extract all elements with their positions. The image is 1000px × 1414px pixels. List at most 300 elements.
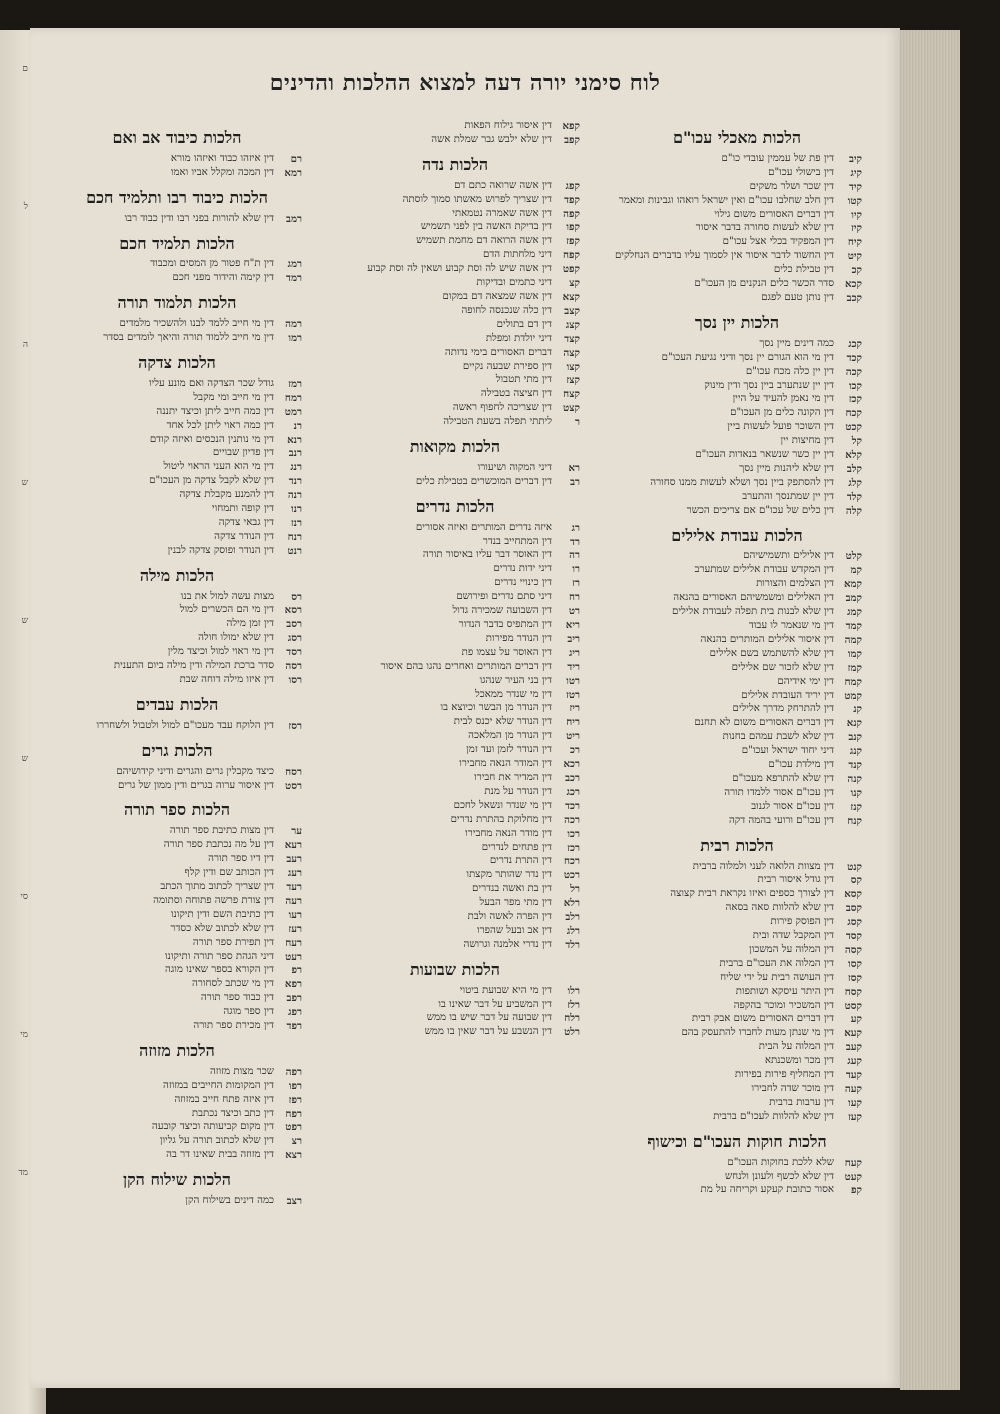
- list-item: [330, 800, 580, 813]
- siman-description: דין כתיבת השם ודין תיקונו: [170, 908, 274, 920]
- siman-number: קמ: [850, 564, 862, 577]
- siman-number: קלב: [846, 462, 862, 475]
- siman-description: דין חלב שחלבו עכו"ם ואין ישראל רואהו וגבינות ומאמר: [618, 194, 834, 206]
- siman-number: רנב: [288, 447, 302, 460]
- list-item: [52, 272, 302, 285]
- section: [52, 1040, 302, 1162]
- list-item: [330, 180, 580, 193]
- siman-description: דין כמה חייב ליתן וכיצד יתננה: [156, 405, 274, 417]
- siman-number: רלז: [567, 998, 580, 1011]
- list-item: [52, 489, 302, 502]
- siman-description: דין מצוות הלואה לעני ולמלוה ברבית: [692, 860, 834, 872]
- siman-number: קצה: [563, 346, 580, 359]
- siman-number: רכב: [565, 771, 580, 784]
- list-item: [612, 1157, 862, 1170]
- siman-description: דין המלוה את העכו"ם ברבית: [719, 957, 834, 969]
- siman-description: דין מי חייב ללמוד תורה והיאך לומדים בסדר: [103, 332, 274, 344]
- section: [52, 694, 302, 733]
- siman-number: קע: [850, 1013, 862, 1026]
- siman-number: רט: [568, 605, 580, 618]
- list-item: [612, 902, 862, 915]
- siman-description: דין מי חייב ללמד לבנו ולהשכיר מלמדים: [119, 318, 274, 330]
- siman-description: דין שלא להורות בפני רבו ודין כבוד רבו: [124, 212, 274, 224]
- siman-description: דין מי שנאמר לו עבוד: [748, 620, 834, 631]
- list-item: [52, 1108, 302, 1121]
- siman-description: דין אשה הרואה דם מחמת תשמיש: [416, 235, 552, 247]
- list-item: [52, 937, 302, 950]
- siman-number: רפא: [284, 978, 302, 991]
- siman-description: דין יין כלה מכח עכו"ם: [745, 365, 834, 377]
- siman-description: דיני מלחתות הדם: [482, 249, 552, 261]
- siman-number: ר: [574, 416, 580, 429]
- siman-description: דין שלא להתרפא מעכו"ם: [732, 772, 834, 784]
- siman-number: קפ: [851, 1184, 862, 1197]
- siman-number: קסח: [844, 985, 862, 998]
- list-item: [612, 773, 862, 786]
- siman-description: דין מוכר שדה לחבירו: [751, 1083, 834, 1094]
- list-item: [330, 416, 580, 429]
- margin-mark: ה: [22, 340, 28, 350]
- list-item: [330, 855, 580, 868]
- siman-number: קמו: [847, 647, 862, 660]
- list-item: [52, 434, 302, 447]
- siman-number: רח: [568, 591, 580, 604]
- siman-description: דין אב ובעל שהפרו: [477, 924, 552, 936]
- siman-description: כמה דינים בשילוח הקן: [185, 1195, 274, 1207]
- siman-description: שלא ללכת בחוקות העכו"ם: [727, 1156, 834, 1168]
- section-title: הלכות תלמוד תורה: [117, 293, 237, 313]
- list-item: [52, 406, 302, 419]
- siman-number: קמב: [845, 592, 862, 605]
- siman-description: דין קימה והידור מפני חכם: [172, 272, 274, 284]
- siman-description: דין הקונה כלים מן העכו"ם: [730, 407, 834, 419]
- list-item: [612, 801, 862, 814]
- list-item: [612, 1184, 862, 1197]
- column-right: [612, 120, 862, 1198]
- list-item: [330, 291, 580, 304]
- siman-number: קצח: [563, 388, 580, 401]
- section-title: הלכות עבודת אלילים: [671, 525, 803, 545]
- list-item: [52, 839, 302, 852]
- list-item: [52, 604, 302, 617]
- list-item: [330, 577, 580, 590]
- siman-description: דין היתר עיסקא ושותפות: [735, 985, 834, 997]
- list-item: [612, 620, 862, 633]
- siman-description: דין זמן מילה: [226, 618, 274, 630]
- list-item: [52, 867, 302, 880]
- siman-number: רלא: [563, 897, 580, 910]
- siman-description: דין ספר מוגה: [223, 1006, 274, 1018]
- list-item: [612, 209, 862, 222]
- siman-number: רפה: [285, 1065, 302, 1078]
- section: [330, 496, 580, 952]
- siman-number: קעג: [847, 1055, 862, 1068]
- siman-number: קפא: [562, 120, 580, 132]
- siman-number: קמג: [847, 606, 862, 619]
- section-title: הלכות צדקה: [138, 352, 216, 372]
- siman-number: רסד: [286, 646, 302, 659]
- list-item: [612, 759, 862, 772]
- siman-number: ריז: [569, 702, 580, 715]
- siman-number: רסג: [287, 632, 302, 645]
- list-item: [52, 258, 302, 271]
- siman-description: דין דברים המותרים ואחרים נהגו בהם איסור: [380, 660, 552, 672]
- list-item: [330, 563, 580, 576]
- section: [52, 565, 302, 687]
- list-item: [612, 592, 862, 605]
- siman-number: קיו: [851, 208, 862, 221]
- siman-description: דיני סתם נדרים ופירושם: [456, 591, 552, 603]
- list-item: [612, 550, 862, 563]
- list-item: [52, 318, 302, 331]
- siman-description: דין מחיצות יין: [780, 435, 834, 447]
- siman-description: דין אשה שיש לה וסת קבוע ושאין לה וסת קבוע: [367, 263, 552, 275]
- section: [52, 800, 302, 1033]
- siman-number: רלו: [567, 984, 580, 997]
- section-title: הלכות תלמיד חכם: [119, 233, 235, 253]
- siman-description: דין אשה שמצאה דם במקום: [442, 290, 552, 302]
- siman-description: דין אשה שאמרה נטמאתי: [452, 207, 552, 219]
- siman-description: דין מקום קביעותה וכיצד קובעה: [151, 1121, 274, 1133]
- list-item: [52, 766, 302, 779]
- section-title: הלכות עבדים: [135, 694, 219, 714]
- siman-number: קנב: [848, 731, 862, 744]
- section-title: הלכות מילה: [139, 565, 215, 585]
- list-item: [330, 249, 580, 262]
- siman-description: כמה דינים מיין נסך: [759, 337, 834, 349]
- siman-number: ריח: [566, 716, 580, 729]
- siman-description: דין שצריך לפרוש מאשתו סמוך לוסתה: [402, 193, 552, 205]
- siman-description: דין כינויי נדרים: [494, 577, 552, 589]
- siman-number: קצא: [562, 290, 580, 303]
- margin-mark: סי: [20, 892, 28, 902]
- siman-description: דיני כתמים ובדיקות: [476, 277, 552, 289]
- list-item: [612, 407, 862, 420]
- siman-description: דיני יחוד ישראל ועכו"ם: [741, 745, 834, 757]
- list-item: [612, 421, 862, 434]
- siman-description: דין המפקיד בכלי אצל עכו"ם: [722, 236, 834, 248]
- margin-mark: מי: [20, 1030, 28, 1040]
- list-item: [612, 167, 862, 180]
- siman-number: רלט: [564, 1026, 580, 1039]
- siman-description: דין שלא לבנות בית תפלה לעבודת אלילים: [672, 606, 834, 618]
- list-item: [52, 531, 302, 544]
- siman-number: רמא: [284, 166, 302, 179]
- siman-description: דין מי שנדר ממאכל: [475, 688, 552, 700]
- margin-mark: ם: [22, 64, 28, 74]
- siman-number: רצב: [286, 1195, 302, 1208]
- siman-number: רפח: [285, 1107, 302, 1120]
- list-item: [330, 661, 580, 674]
- list-item: [612, 815, 862, 828]
- list-item: [330, 925, 580, 938]
- siman-number: קיב: [848, 152, 862, 165]
- siman-description: דין יין כשר שנשאר בנאדות העכו"ם: [695, 449, 834, 461]
- list-item: [52, 674, 302, 687]
- list-item: [612, 1111, 862, 1124]
- siman-description: דין בת ואשה בנדרים: [472, 883, 552, 895]
- section-title: הלכות רבית: [700, 835, 774, 855]
- siman-description: דין כתב וכיצד נכתבת: [191, 1107, 274, 1119]
- siman-number: קצב: [564, 304, 580, 317]
- column-left: [52, 120, 302, 1209]
- siman-number: קיג: [850, 166, 862, 179]
- siman-number: קעה: [844, 1083, 862, 1095]
- siman-description: דין שלא לזכור שם אלילים: [731, 661, 834, 673]
- list-item: [612, 491, 862, 504]
- margin-mark: ש: [21, 478, 28, 488]
- siman-number: רכו: [567, 827, 580, 840]
- siman-description: דין כלה שנכנסה לחופה: [461, 304, 552, 316]
- siman-description: דין כלים של עכו"ם אם צריכים הכשר: [686, 504, 834, 516]
- margin-mark: ש: [21, 616, 28, 626]
- list-item: [330, 388, 580, 401]
- siman-number: רכג: [566, 785, 580, 798]
- siman-number: קכו: [848, 379, 862, 392]
- list-item: [612, 1000, 862, 1013]
- siman-number: רסט: [285, 779, 302, 792]
- siman-number: קלא: [845, 449, 862, 462]
- section: [330, 120, 580, 147]
- list-item: [330, 522, 580, 535]
- list-item: [612, 1041, 862, 1054]
- list-item: [52, 591, 302, 604]
- siman-number: קלט: [845, 550, 862, 563]
- list-item: [52, 825, 302, 838]
- section: [330, 437, 580, 489]
- siman-description: דין פתחים לנדרים: [481, 841, 552, 853]
- siman-number: רכט: [563, 869, 580, 882]
- siman-number: רסז: [288, 719, 302, 732]
- siman-description: דין להסתפק ביין נסך ושלא לעשות ממנו סחורה: [650, 476, 834, 488]
- siman-description: דין עכו"ם ורועי בהמה דקה: [728, 814, 834, 826]
- siman-number: קסז: [847, 971, 862, 984]
- siman-description: סדר ברכת המילה ודין מילה ביום התענית: [113, 660, 274, 672]
- siman-number: קסו: [848, 957, 862, 970]
- siman-number: רלג: [566, 924, 580, 937]
- siman-description: דין הפרה לאשה ולבת: [467, 911, 552, 923]
- siman-number: קפו: [566, 221, 580, 234]
- siman-description: דין המקומות החייבים במזוזה: [163, 1079, 274, 1091]
- list-item: [52, 895, 302, 908]
- siman-number: רלח: [564, 1012, 580, 1025]
- section-title: הלכות ספר תורה: [123, 800, 231, 820]
- section-title: הלכות מקואות: [409, 437, 501, 457]
- siman-number: קמד: [845, 620, 862, 632]
- siman-number: קנה: [847, 772, 862, 785]
- section-title: הלכות גרים: [141, 740, 213, 760]
- list-item: [612, 449, 862, 462]
- siman-number: רעג: [287, 867, 302, 880]
- siman-number: קמט: [844, 689, 862, 702]
- siman-description: דין מתי מפר הבעל: [479, 897, 552, 909]
- siman-number: רטו: [566, 674, 580, 687]
- list-item: [330, 536, 580, 549]
- siman-number: קצו: [566, 360, 580, 373]
- siman-description: דין השבועה שמכירה גדול: [452, 605, 552, 617]
- siman-number: רפב: [286, 992, 302, 1005]
- siman-number: רטז: [566, 688, 580, 701]
- siman-description: דין מצות כתיבת ספר תורה: [169, 825, 274, 837]
- siman-number: רו: [572, 563, 580, 576]
- list-item: [52, 545, 302, 558]
- list-item: [52, 1149, 302, 1162]
- siman-number: קנו: [850, 786, 862, 799]
- siman-description: דין שלא לכתוב שלא כסדר: [170, 922, 274, 934]
- siman-description: דין ערבות ברבית: [769, 1096, 834, 1108]
- siman-number: רעו: [288, 908, 302, 921]
- siman-description: סדר הכשר כלים הנקנים מן העכו"ם: [694, 278, 834, 290]
- siman-number: רנד: [288, 475, 302, 488]
- siman-number: רפ: [291, 964, 302, 977]
- list-item: [612, 606, 862, 619]
- siman-number: רלב: [565, 911, 580, 924]
- list-item: [330, 689, 580, 702]
- siman-number: ער: [291, 825, 302, 838]
- siman-number: קנא: [846, 717, 862, 730]
- list-item: [612, 352, 862, 365]
- list-item: [330, 361, 580, 374]
- siman-description: דין הקורא בספר שאינו מוגה: [165, 964, 274, 976]
- list-item: [612, 236, 862, 249]
- list-item: [330, 828, 580, 841]
- list-item: [52, 167, 302, 180]
- list-item: [612, 690, 862, 703]
- siman-description: דין המתפיס בדבר הנדור: [458, 619, 552, 630]
- siman-number: רכא: [563, 758, 580, 771]
- siman-number: רג: [571, 521, 580, 534]
- siman-description: דין מי הוא העני הראוי ליטול: [163, 461, 274, 473]
- siman-number: קעח: [844, 1156, 862, 1169]
- list-item: [612, 435, 862, 448]
- siman-number: רסב: [286, 618, 302, 631]
- siman-number: רז: [572, 577, 580, 590]
- siman-number: קנג: [849, 745, 862, 758]
- siman-description: דין מזוזה בבית שאינו דר בה: [166, 1149, 274, 1161]
- list-item: [52, 632, 302, 645]
- siman-description: דברים האסורים בימי נדותה: [444, 346, 552, 358]
- siman-description: דין דם בתולים: [496, 318, 552, 330]
- siman-number: ריד: [567, 660, 580, 673]
- section-title: הלכות יין נסך: [694, 312, 780, 332]
- siman-description: דין גודל איסור רבית: [757, 874, 834, 886]
- siman-description: דין התרת נדרים: [489, 855, 552, 867]
- list-item: [612, 1013, 862, 1026]
- siman-number: רנז: [290, 516, 302, 529]
- siman-description: דין אלילים ותשמישיהם: [743, 550, 834, 562]
- list-item: [612, 944, 862, 957]
- list-item: [52, 1020, 302, 1033]
- siman-number: ריט: [566, 730, 580, 743]
- siman-number: רפט: [285, 1121, 302, 1134]
- list-item: [612, 787, 862, 800]
- siman-number: קסה: [844, 943, 862, 956]
- list-item: [612, 1055, 862, 1068]
- siman-description: דין כבוד ספר תורה: [200, 992, 274, 1004]
- siman-number: קצד: [564, 332, 580, 345]
- siman-number: קפג: [565, 179, 580, 192]
- list-item: [612, 1083, 862, 1096]
- margin-mark: ש: [21, 754, 28, 764]
- siman-description: דין איזה פתח חייב במזוזה: [174, 1093, 274, 1105]
- list-item: [52, 420, 302, 433]
- siman-description: דין מי הוא הגורם יין נסך ודיני נגיעת העכו"ם: [661, 351, 834, 363]
- siman-description: ליתתי תפלה בשעת הטבילה: [443, 416, 552, 428]
- siman-description: דין שלא ימולו חולה: [198, 632, 274, 644]
- siman-number: קפט: [562, 263, 580, 276]
- siman-description: דין צורת פרשה פתוחה וסתומה: [153, 894, 274, 906]
- siman-number: קלג: [848, 476, 862, 489]
- list-item: [612, 972, 862, 985]
- siman-number: קס: [850, 874, 862, 887]
- list-item: [612, 1069, 862, 1082]
- siman-description: דין לצורך כספים ואיזו נקראת רבית קצוצה: [670, 888, 834, 900]
- list-item: [330, 374, 580, 387]
- siman-number: קמה: [844, 633, 862, 646]
- list-item: [612, 477, 862, 490]
- siman-number: רמב: [286, 212, 302, 225]
- siman-description: דין מכר ומשכנתא: [764, 1055, 834, 1067]
- siman-description: דין יין שמתנסך והתערב: [742, 490, 834, 502]
- siman-description: דין מי היא שבועת ביטוי: [459, 984, 552, 996]
- siman-number: רכז: [567, 841, 580, 854]
- siman-number: קסט: [844, 999, 862, 1012]
- siman-description: דין קופה ותמחוי: [211, 503, 274, 515]
- siman-number: רנט: [287, 544, 302, 557]
- siman-description: דין האוסר דבר עליו באיסור תורה: [422, 549, 552, 561]
- siman-description: דין אשה שרואה כתם דם: [454, 179, 552, 191]
- siman-number: רס: [291, 590, 302, 603]
- section: [330, 959, 580, 1040]
- list-item: [52, 660, 302, 673]
- siman-description: דין הנודר מפירות: [485, 632, 552, 644]
- siman-description: דין הנודר שלא יכנס לבית: [453, 716, 552, 728]
- siman-description: דין שלא לכתוב תורה על גליון: [159, 1135, 274, 1147]
- siman-description: דין דברים האסורים משום לא תחנם: [694, 717, 834, 729]
- list-item: [612, 380, 862, 393]
- list-item: [330, 120, 580, 133]
- section-title: הלכות כיבוד רבו ותלמיד חכם: [86, 187, 268, 207]
- siman-number: ריא: [565, 619, 580, 631]
- section: [52, 233, 302, 286]
- list-item: [612, 292, 862, 305]
- list-item: [330, 402, 580, 415]
- siman-number: קסג: [847, 916, 862, 929]
- list-item: [330, 633, 580, 646]
- list-item: [52, 378, 302, 391]
- siman-number: רצא: [285, 1149, 302, 1162]
- list-item: [612, 366, 862, 379]
- siman-description: מצות עשה למול את בנו: [180, 590, 274, 602]
- list-item: [52, 720, 302, 733]
- siman-number: רד: [570, 535, 580, 548]
- siman-description: דיני ידות נדרים: [493, 563, 552, 575]
- list-item: [330, 842, 580, 855]
- siman-number: רסו: [288, 674, 302, 686]
- siman-number: רא: [568, 461, 580, 474]
- section-title: הלכות שבועות: [410, 959, 500, 979]
- siman-description: דין מילדת עכו"ם: [768, 759, 834, 771]
- margin-mark: מד: [18, 1168, 28, 1178]
- siman-number: קסד: [845, 930, 862, 943]
- list-item: [330, 985, 580, 998]
- siman-description: דין המלוה על המשכון: [749, 943, 834, 955]
- siman-number: רמה: [285, 318, 302, 331]
- siman-number: קעז: [847, 1110, 862, 1123]
- facing-page-margin: [2, 60, 28, 1360]
- siman-description: אסור כתובת קעקע וקריחה על מת: [700, 1184, 834, 1196]
- siman-number: קטו: [847, 194, 862, 207]
